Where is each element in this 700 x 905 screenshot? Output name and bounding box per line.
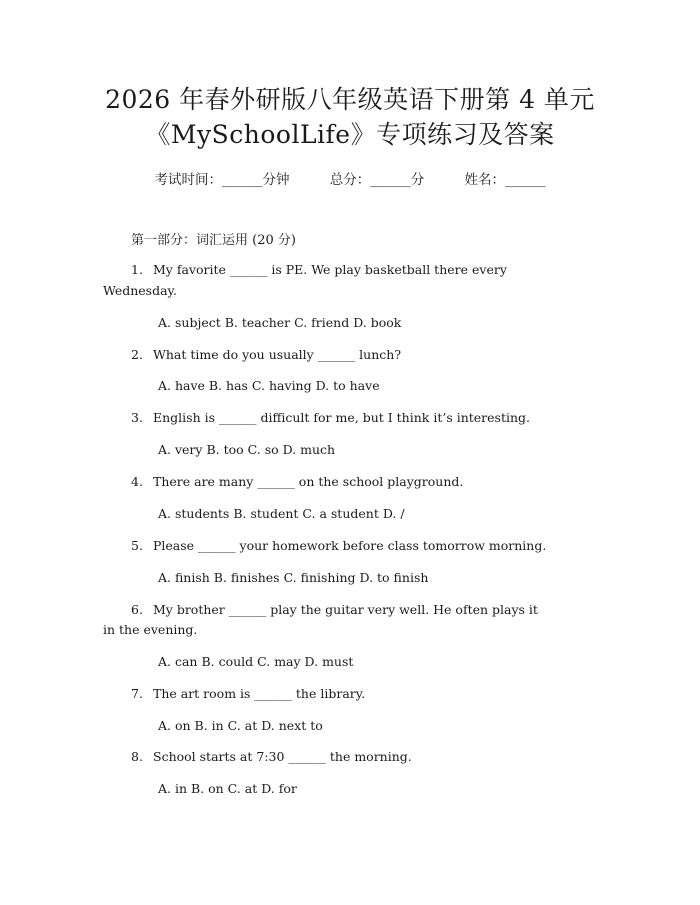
question-number: 1. — [131, 262, 143, 277]
total-score-field: 总分：______分 — [329, 172, 425, 188]
question-5-options: A. finish B. finishes C. finishing D. to finish — [158, 570, 429, 585]
question-number: 6. — [131, 602, 143, 617]
question-4-stem — [131, 474, 463, 489]
question-2-options: A. have B. has C. having D. to have — [158, 378, 380, 393]
section-heading: 第一部分：词汇运用 (20 分) — [131, 233, 296, 248]
question-1-stem-continued: Wednesday. — [103, 283, 177, 298]
question-7-stem — [131, 686, 365, 701]
document-title-line2: 《MySchoolLife》专项练习及答案 — [145, 120, 555, 149]
exam-info-row — [0, 168, 700, 188]
question-number: 4. — [131, 474, 143, 489]
question-1-options: A. subject B. teacher C. friend D. book — [158, 315, 402, 330]
question-text: School starts at 7:30 ______ the morning. — [153, 749, 412, 764]
question-text: The art room is ______ the library. — [153, 686, 366, 701]
question-text: English is ______ difficult for me, but I think it’s interesting. — [153, 410, 531, 425]
question-6-stem-continued: in the evening. — [103, 622, 198, 637]
question-text: My brother ______ play the guitar very well. He often plays it — [153, 602, 538, 617]
question-number: 7. — [131, 686, 143, 701]
question-7-options: A. on B. in C. at D. next to — [158, 718, 323, 733]
question-5-stem — [131, 538, 546, 553]
question-number: 8. — [131, 749, 143, 764]
question-number: 5. — [131, 538, 143, 553]
question-number: 3. — [131, 410, 143, 425]
question-1-stem — [131, 262, 507, 277]
question-6-options: A. can B. could C. may D. must — [158, 654, 354, 669]
question-4-options: A. students B. student C. a student D. / — [158, 506, 405, 521]
question-3-options: A. very B. too C. so D. much — [158, 442, 336, 457]
student-name-field: 姓名：______ — [464, 172, 546, 188]
question-2-stem — [131, 347, 401, 362]
question-text: What time do you usually ______ lunch? — [153, 347, 402, 362]
question-text: My favorite ______ is PE. We play basketball there every — [153, 262, 507, 277]
exam-time-field: 考试时间：______分钟 — [154, 172, 290, 188]
document-title-line1: 2026 年春外研版八年级英语下册第 4 单元 — [105, 85, 595, 114]
question-6-stem — [131, 602, 538, 617]
question-text: Please ______ your homework before class tomorrow morning. — [153, 538, 547, 553]
question-8-options: A. in B. on C. at D. for — [158, 781, 297, 796]
question-text: There are many ______ on the school playground. — [153, 474, 464, 489]
question-3-stem — [131, 410, 530, 425]
question-8-stem — [131, 749, 412, 764]
question-number: 2. — [131, 347, 143, 362]
